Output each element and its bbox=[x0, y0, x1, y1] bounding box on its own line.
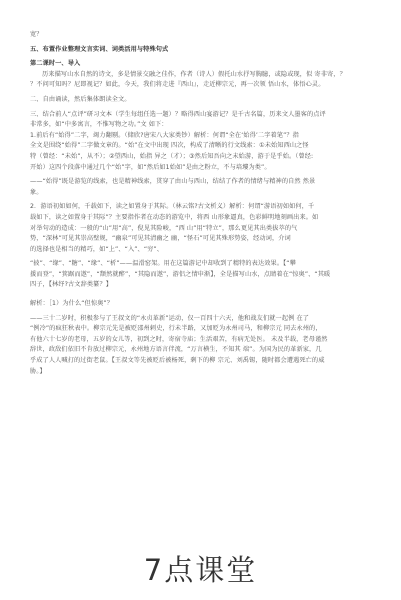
text-line: ？不问可知吗？尼即视记？如此，今天，我们将走进『西山』，走近柳宗元，再一次领 悟山水，体悟心灵。 bbox=[30, 81, 325, 89]
section-heading: 五、布置作业整理文言实词、词类活用与特殊句式 bbox=[30, 45, 169, 53]
text-line: 历来描写山水自然的诗文，多是情景交融之佳作，作者（诗人）假托山水抒写胸臆，或隐或现，似 寄非寄，？ bbox=[42, 70, 346, 78]
text-line: 援而登”，“箕踞而遨”，“颓然就醉”，“其隐而遨”，游侣之情申渐】，全是描写山水，点睛着在“惊奥”、“其暖 bbox=[30, 270, 331, 278]
text-line: 全文是围绕“始得”二字做文章的。“始”在文中出现 四次，构成了清晰的行文线索：①未始知西山之怪 bbox=[30, 142, 309, 150]
text-line: 解析：［1）为什么“但惊奥”？ bbox=[30, 300, 113, 308]
text-line: 载如下，读之如置身于其际”？主要指作者在动态的游览中，将西 山形象逼真，色彩鲜明地刻画出来。如 bbox=[30, 213, 319, 221]
text-line: 胁。】 bbox=[30, 367, 46, 375]
text-line: 二、自由诵读，然后集体朗读全文。 bbox=[30, 95, 131, 103]
text-line: 1.前后有“始得”二字，竭力翻剔。（储欣?唐宋八大家类钞）解析：何谓“全在‘始得’二字着笔”？指 bbox=[30, 131, 299, 139]
text-line: ——三十二岁时，积极参与了王叔文的“永贞革新”运动，仅一百四十六天，他和战友们就一起例 在了 bbox=[30, 314, 310, 322]
footer-brand: 7点课堂 bbox=[143, 553, 258, 587]
text-line: 三、结合前人“点评”研习文本（学生每组任选一题）？略得西山宴游记？是千古名篇，历来文人墨客的点评 bbox=[30, 110, 326, 118]
text-line: “例冷”的疯狂秋表中。柳宗元先是被贬邵州刺史，行未半路，又加贬为永州司马，和柳宗元 同去永州的， bbox=[30, 325, 322, 333]
text-line: 宽？ bbox=[30, 31, 43, 38]
text-line: 对举句动的造成：一般的“山”用“高”，倪见其险峻，“西 山”用“特立”，那么更见其出类拔萃的气 bbox=[30, 224, 298, 232]
section-heading: 第二课时一、导入 bbox=[30, 60, 81, 68]
text-line: “披”、“缘”、“糖”、“缘”、“析”——温滑窑架。用在这篇游记中却收到了精特的表达效果。【“攀 bbox=[30, 260, 296, 268]
text-line: 的选择也是相当的精巧，如“上”、“入”、“穷”、 bbox=[30, 245, 164, 253]
text-line: 象。 bbox=[30, 188, 43, 196]
text-line: 有他六十七岁的老母，五岁的女儿等，初到之时，寄宿寺庙；生活艰苦，有病无处医。 未及半载，老母谨然 bbox=[30, 335, 328, 343]
text-line: ——“始得”既是游览的线索，也是精神线索，贯穿了由山与西山，结结了作者的情绪与精神的自然 然景 bbox=[30, 178, 316, 186]
text-line: 特（曾经：“未始”，从不）；②望西山，始指 异之（才）；③然后知吾向之未始游，游于是乎始。（曾经: bbox=[30, 152, 314, 160]
text-line: 四子，【林纾?古文辞类纂？】 bbox=[30, 281, 113, 289]
text-line: 2．游语初如如何，千载如下，读之如置身于其际。（林云铭?古文析义）解析：何谓“游语初如如何，千 bbox=[30, 203, 315, 211]
text-line: 乎成了人人喊打的过街老鼠。【王叔文等先被贬后被杨死，剩下的柳 宗元、刘禹锡，随时都会遭遇死亡的威 bbox=[30, 357, 325, 365]
text-line: 势，“深林”可见其崇高壁规，“幽泉”可见其清幽之 幽，“怪石”可见其殊形势姿，经动词，介词 bbox=[30, 235, 291, 243]
text-line: 非常多，如“中多寓言，不惟写物之功。”文 如下： bbox=[30, 121, 168, 129]
text-line: 辞世，政敌们依旧不肯放过柳宗元，永州地方语言伴流，“万言横生，不知其 端”。为国为民的革新家，几 bbox=[30, 346, 322, 354]
text-line: 开始）这四个段落中通过几个“始”字，如“然后如1始如”是由之粉立，不与培塿为类”。 bbox=[30, 163, 271, 171]
